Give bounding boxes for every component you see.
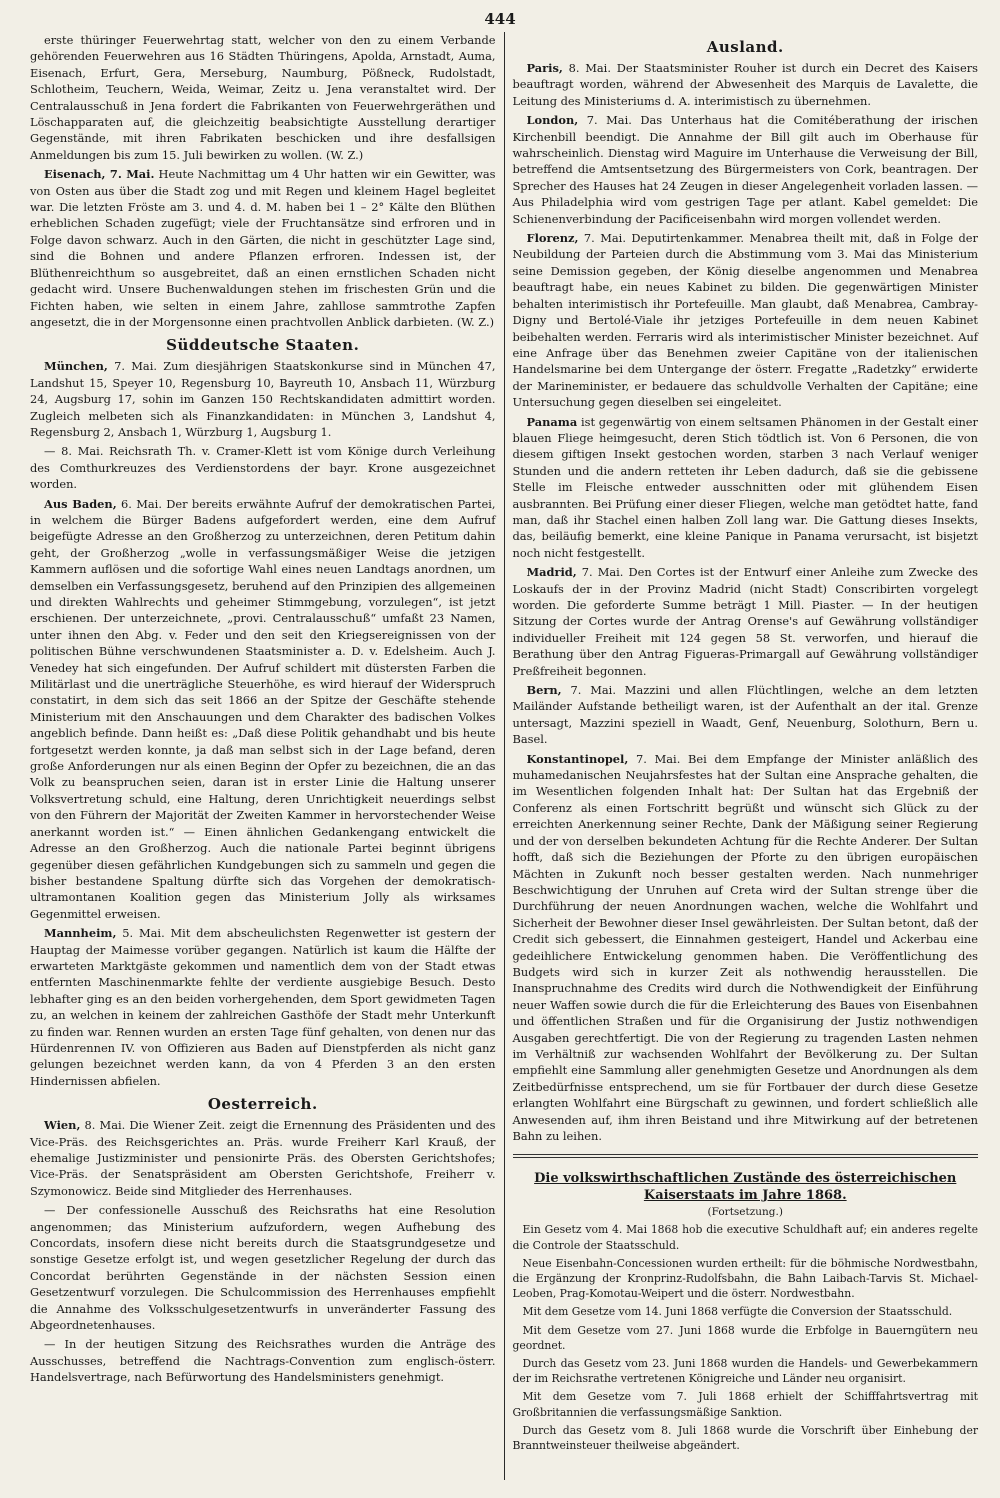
article-text: 8. Mai. Der Staatsminister Rouher ist durch ein Decret des Kaisers beauftragt worden, während der Abwesenheit des Marquis de Lavalette, die Leitung des Ministeriums d. A. interimistisch zu übernehmen. [512, 61, 978, 108]
article-text: 7. Mai. Das Unterhaus hat die Comitéberathung der irischen Kirchenbill beendigt. Die Annahme der Bill gilt auch im Oberhause für wahrscheinlich. Dienstag wird Maguire im Unterhause die Verweisung der Bill, betreffend die Amtsentsetzung des Bürgermeisters von Cork, beantragen. Der Sprecher des Hauses hat 24 Zeugen in dieser Angelegenheit vorladen lassen. — Aus Philadelphia wird vom gestrigen Tage per atlant. Kabel gemeldet: Die Schienenverbindung der Pacificeisenbahn wird morgen vollendet werden. [512, 113, 978, 226]
dateline: Eisenach, 7. Mai. [44, 167, 155, 182]
article-muenchen [30, 358, 496, 440]
right-column [507, 32, 985, 1480]
dateline: London, [526, 113, 579, 128]
article-florenz [513, 230, 979, 410]
dateline: Wien, [44, 1118, 81, 1133]
columns [24, 32, 984, 1480]
article-madrid [513, 564, 979, 679]
article-text: 7. Mai. Zum diesjährigen Staatskonkurse sind in München 47, Landshut 15, Speyer 10, Regensburg 10, Bayreuth 10, Ansbach 11, Würzburg 24, Augsburg 17, sohin im Ganzen 150 Rechtskandidaten admittirt worden. Zugleich melbeten sich als Finanzkandidaten: in München 3, Landshut 4, Regensburg 2, Ansbach 1, Würzburg 1, Augsburg 1. [30, 359, 496, 439]
feature-paragraph: Mit dem Gesetze vom 7. Juli 1868 erhielt der Schifffahrtsvertrag mit Großbritannien die verfassungsmäßige Sanktion. [512, 1390, 978, 1419]
article-confessionelle-ausschuss: — Der confessionelle Ausschuß des Reichsraths hat eine Resolution angenommen; das Ministerium aufzufordern, wegen Aufhebung des Concordats, insofern diese nicht bereits durch die Staatsgrundgesetze und sonstige Gesetze erfolgt ist, und wegen gesetzlicher Regelung der durch das Concordat berührten Gegenstände in der nächsten Session einen Gesetzentwurf vorzulegen. Die Schulcommission des Herrenhauses empfiehlt die Annahme des Volksschulgesetzentwurfs in unveränderter Fassung des Abgeordnetenhauses. [30, 1203, 496, 1333]
feature-subtitle: (Fortsetzung.) [707, 1206, 783, 1219]
page-number: 444 [484, 10, 516, 28]
left-column [24, 32, 502, 1480]
article-text: ist gegenwärtig von einem seltsamen Phänomen in der Gestalt einer blauen Fliege heimgesucht, deren Stich tödtlich ist. Von 6 Personen, die von diesem giftigen Insekt gestochen worden, starben 3 nach Verlauf weniger Stunden und die andern retteten ihr Leben dadurch, daß sie die gebissene Stelle im Fleische entweder ausschnitten oder mit glühendem Eisen ausbrannten. Bei Prüfung einer dieser Fliegen, welche man getödtet hatte, fand man, daß ihr Stachel einen halben Zoll lang war. Die Gattung dieses Insekts, das, beiläufig bemerkt, eine kleine Panique in Panama verursacht, ist bisjetzt noch nicht festgestellt. [512, 414, 978, 560]
article-text: Heute Nachmittag um 4 Uhr hatten wir ein Gewitter, was von Osten aus über die Stadt zog und mit Regen und kleinem Hagel begleitet war. Die letzten Fröste am 3. und 4. d. M. haben bei 1 – 2° Kälte den Blüthen erheblichen Schaden zugefügt; viele der Fruchtansätze sind erfroren und in Folge davon schwarz. Auch in den Gärten, die nicht in geschützter Lage sind, sind die Bohnen und andere Pflanzen erfroren. Indessen ist, der Blüthenreichthum so ausgebreitet, daß an einen ernstlichen Schaden nicht gedacht wird. Unsere Buchenwaldungen stehen im frischesten Grün und die Fichten haben, wie selten in einem Jahre, zahllose sammtrothe Zapfen angesetzt, die in der Morgensonne einen prachtvollen Anblick darbieten. (W. Z.) [30, 167, 496, 329]
article-text: 6. Mai. Der bereits erwähnte Aufruf der demokratischen Partei, in welchem die Bürger Badens aufgefordert werden, eine dem Aufruf beigefügte Adresse an den Großherzog zu unterzeichnen, deren Petitum dahin geht, der Großherzog „wolle in verfassungsmäßiger Weise die jetzigen Kammern auflösen und die sofortige Wahl eines neuen Landtags anordnen, um demselben ein Verfassungsgesetz, beruhend auf den Prinzipien des allgemeinen und direkten Wahlrechts und geheimer Stimmgebung, vorzulegen“, ist jetzt erschienen. Der unterzeichnete, „provi. Centralausschuß“ umfaßt 23 Namen, unter ihnen den Abg. v. Feder und den seit den Kriegsereignissen von der politischen Bühne verschwundenen Staatsminister a. D. v. Edelsheim. Auch J. Venedey hat sich eingefunden. Der Aufruf schildert mit düstersten Farben die Militärlast und die unerträgliche Steuerhöhe, es wird hierauf der Widerspruch constatirt, in dem sich das seit 1866 an der Spitze der Geschäfte stehende Ministerium mit den Anschauungen und dem Charakter des badischen Volkes angeblich befinde. Dann heißt es: „Daß diese Politik gehandhabt und bis heute fortgesetzt werden konnte, ja daß man selbst sich in der Lage befand, deren große Anforderungen nur als einen Beginn der Opfer zu bezeichnen, die an das Volk zu beanspruchen seien, daran ist in erster Linie die Haltung unserer Volksvertretung schuld, eine Haltung, deren Unrichtigkeit neuerdings selbst von den Führern der Majorität der Zweiten Kammer in hervorstechender Weise anerkannt worden ist.“ — Einen ähnlichen Gedankengang entwickelt die Adresse an den Großherzog. Auch die nationale Partei beginnt übrigens gegenüber diesen gefährlichen Kundgebungen sich zu sammeln und gegen die bisher bestandene Spaltung dürfte sich das Vorgehen der demokratisch-ultramontanen Koalition gegen das Ministerium Jolly als wirksames Gegenmittel erweisen. [30, 496, 496, 921]
feature-heading: Die volkswirthschaftlichen Zustände des österreichischen Kaiserstaats im Jahre 1868. [534, 1171, 957, 1204]
dateline: Panama [526, 414, 578, 429]
dateline: Bern, [526, 683, 562, 698]
article-konstantinopel [513, 751, 979, 1145]
article-wien [30, 1117, 496, 1199]
article-baden [30, 496, 496, 923]
article-paris [513, 60, 979, 109]
section-heading-sueddeutsche: Süddeutsche Staaten. [166, 336, 360, 355]
feature-paragraph: Neue Eisenbahn-Concessionen wurden ertheilt: für die böhmische Nordwestbahn, die Ergänzung der Kronprinz-Rudolfsbahn, die Bahn Laibach-Tarvis St. Michael-Leoben, Prag-Komotau-Weipert und die österr. Nordwestbahn. [512, 1256, 978, 1301]
article-mannheim [30, 925, 496, 1089]
feature-paragraph: Durch das Gesetz vom 8. Juli 1868 wurde die Vorschrift über Einhebung der Branntweinsteuer theilweise abgeändert. [512, 1423, 978, 1453]
feature-paragraph: Mit dem Gesetze vom 27. Juni 1868 wurde die Erbfolge in Bauerngütern neu geordnet. [512, 1323, 978, 1352]
feature-paragraph: Durch das Gesetz vom 23. Juni 1868 wurden die Handels- und Gewerbekammern der im Reichsrathe vertretenen Königreiche und Länder neu organisirt. [512, 1357, 978, 1386]
dateline: Mannheim, [44, 926, 117, 941]
article-bern [513, 682, 979, 748]
article-text: 8. Mai. Die Wiener Zeit. zeigt die Ernennung des Präsidenten und des Vice-Präs. des Reichsgerichtes an. Präs. wurde Freiherr Karl Krauß, der ehemalige Justizminister und pensionirte Präs. des Obersten Gerichtshofes; Vice-Präs. der Senatspräsident am Obersten Gerichtshofe, Freiherr v. Szymonowicz. Beide sind Mitglieder des Herrenhauses. [30, 1118, 496, 1198]
article-text: 5. Mai. Mit dem abscheulichsten Regenwetter ist gestern der Hauptag der Maimesse vorüber gegangen. Natürlich ist kaum die Hälfte der erwarteten Marktgäste gekommen und namentlich dem von der Stadt etwas entfernten Maschinenmarkte fehlte der verdiente ausgiebige Besuch. Desto lebhafter ging es an den beiden vorhergehenden, dem Sport gewidmeten Tagen zu, an welchen in keinem der zahlreichen Gasthöfe der Stadt mehr Unterkunft zu finden war. Rennen wurden an ersten Tage fünf gehalten, von denen nur das Hürdenrennen IV. von Offizieren aus Baden auf Dienstpferden als nicht ganz gelungen bezeichnet werden kann, da von 4 Pferden 3 an den ersten Hindernissen abfielen. [30, 926, 496, 1088]
article-london [513, 112, 979, 227]
dateline: Paris, [526, 61, 563, 75]
article-reichsrath: — In der heutigen Sitzung des Reichsrathes wurden die Anträge des Ausschusses, betreffend die Nachtrags-Convention zum englisch-österr. Handelsvertrage, nach Befürwortung des Handelsministers genehmigt. [30, 1337, 496, 1385]
feature-paragraph: Mit dem Gesetze vom 14. Juni 1868 verfügte die Conversion der Staatsschuld. [522, 1305, 953, 1319]
article-text: 7. Mai. Den Cortes ist der Entwurf einer Anleihe zum Zwecke des Loskaufs der in der Provinz Madrid (nicht Stadt) Conscribirten vorgelegt worden. Die geforderte Summe beträgt 1 Mill. Piaster. — In der heutigen Sitzung der Cortes wurde der Antrag Orense's auf Gewährung vollständiger individueller Freiheit mit 124 gegen 58 St. verworfen, und hierauf die Berathung über den Antrag Figueras-Primargall auf Gewährung vollständiger Preßfreiheit begonnen. [512, 565, 978, 678]
article-eisenach [30, 166, 496, 330]
article-text: 7. Mai. Deputirtenkammer. Menabrea theilt mit, daß in Folge der Neubildung der Parteien durch die Abstimmung vom 3. Mai das Ministerium seine Demission gegeben, der König dieselbe angenommen und Menabrea beauftragt habe, ein neues Kabinet zu bilden. Die gegenwärtigen Minister behalten interimistisch ihr Portefeuille. Man glaubt, daß Menabrea, Cambray-Digny und Bertolé-Viale ihr jetziges Portefeuille in dem neuen Kabinet beibehalten werden. Ferraris wird als interimistischer Minister bezeichnet. Auf eine Anfrage über das Benehmen zweier Capitäne von der italienischen Handelsmarine bei dem Untergange der österr. Fregatte „Radetzky“ erwiderte der Marineminister, er bedauere das schuldvolle Verhalten der Capitäne; eine Untersuchung gegen dieselben sei eingeleitet. [512, 231, 978, 410]
article-text: 7. Mai. Bei dem Empfange der Minister anläßlich des muhamedanischen Neujahrsfestes hat der Sultan eine Ansprache gehalten, die im Wesentlichen folgenden Inhalt hat: Der Sultan hat das Ergebniß der Conferenz als einen Fortschritt begrüßt und wünscht sich Glück zu der erreichten Anerkennung seiner Rechte, Dank der Mäßigung seiner Regierung und der von derselben bekundeten Achtung für die Rechte Anderer. Der Sultan hofft, daß sich die Beziehungen der Pforte zu den übrigen europäischen Mächten in Zukunft noch besser gestalten werden. Nach nunmehriger Beschwichtigung der Unruhen auf Creta wird der Sultan strenge über die Durchführung der neuen Anordnungen wachen, welche die Wohlfahrt und Sicherheit der Bewohner dieser Insel gewährleisten. Der Sultan betont, daß der Credit sich gebessert, die Einnahmen gesteigert, Handel und Ackerbau eine gedeihlichere Entwickelung genommen haben. Die Veröffentlichung des Budgets wird sich in kurzer Zeit als nothwendig herausstellen. Die Inanspruchnahme des Credits wird durch die Nothwendigkeit der Einführung neuer Waffen sowie durch die für die Erleichterung des Baues von Eisenbahnen und öffentlichen Straßen und für die Organisirung der Justiz nothwendigen Ausgaben gerechtfertigt. Die von der Regierung zu tragenden Lasten nehmen im Verhältniß zur wachsenden Wohlfahrt der Bevölkerung zu. Der Sultan empfiehlt eine Sammlung aller genehmigten Gesetze und Anordnungen als dem Zeitbedürfnisse entsprechend, um sie für Fortbauer der durch diese Gesetze erlangten Wohlfahrt eine Bürgschaft zu gewinnen, und fordert schließlich alle Anwesenden auf, ihm ihren Beistand und ihre Mitwirkung auf der betretenen Bahn zu leihen. [512, 751, 978, 1143]
dateline: Konstantinopel, [526, 751, 629, 766]
article-cramer-klett: — 8. Mai. Reichsrath Th. v. Cramer-Klett ist vom Könige durch Verleihung des Comthurkreuzes des Verdienstordens der bayr. Krone ausgezeichnet worden. [30, 444, 496, 492]
article-text: 7. Mai. Mazzini und allen Flüchtlingen, welche an dem letzten Mailänder Aufstande betheiligt waren, ist der Aufenthalt an der ital. Grenze untersagt, Mazzini speziell in Waadt, Genf, Neuenburg, Solothurn, Bern u. Basel. [512, 683, 978, 747]
article-feuerwehrtag: erste thüringer Feuerwehrtag statt, welcher von den zu einem Verbande gehörenden Feuerwehren aus 16 Städten Thüringens, Apolda, Arnstadt, Auma, Eisenach, Erfurt, Gera, Merseburg, Naumburg, Pößneck, Rudolstadt, Schlotheim, Teuchern, Weida, Weimar, Zeitz u. Jena veranstaltet wird. Der Centralausschuß in Jena fordert die Fabrikanten von Feuerwehrgeräthen und Löschapparaten auf, die gleichzeitig beabsichtigte Ausstellung derartiger Gegenstände, mit ihren Fabrikaten beschicken und ihre desfallsigen Anmeldungen bis zum 15. Juli bewirken zu wollen. (W. Z.) [30, 33, 496, 162]
article-panama [513, 414, 979, 562]
dateline: Madrid, [526, 565, 577, 580]
column-rule [504, 32, 505, 1480]
dateline: Florenz, [526, 231, 579, 246]
dateline: Aus Baden, [44, 496, 117, 511]
section-heading-ausland: Ausland. [706, 38, 784, 56]
dateline: München, [44, 359, 108, 374]
section-heading-oesterreich: Oesterreich. [207, 1095, 318, 1114]
feature-paragraph: Ein Gesetz vom 4. Mai 1868 hob die executive Schuldhaft auf; ein anderes regelte die Controle der Staatsschuld. [512, 1223, 978, 1252]
section-separator [513, 1154, 979, 1158]
